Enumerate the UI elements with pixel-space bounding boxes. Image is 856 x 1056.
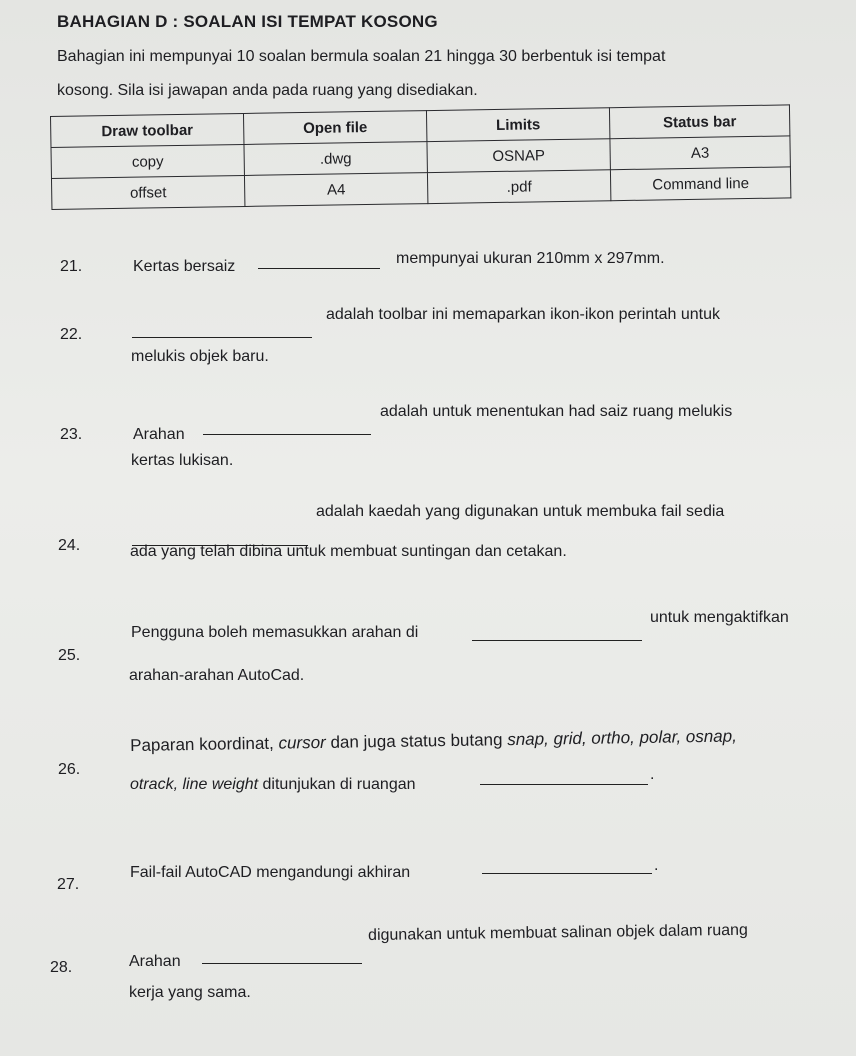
option-cell: Command line bbox=[610, 167, 790, 201]
question-text bbox=[130, 726, 737, 756]
q26-text-a: Paparan koordinat, bbox=[130, 733, 274, 755]
q26-text-f: ditunjukan di ruangan bbox=[262, 776, 416, 793]
option-cell: Open file bbox=[243, 111, 426, 145]
answer-blank[interactable] bbox=[480, 784, 648, 785]
answer-blank[interactable] bbox=[472, 640, 642, 641]
question-number: 24. bbox=[58, 537, 81, 554]
question-number: 26. bbox=[58, 761, 81, 778]
instructions bbox=[57, 40, 797, 108]
question-text: untuk mengaktifkan bbox=[650, 609, 789, 626]
option-cell: .dwg bbox=[244, 142, 427, 176]
question-text: Arahan bbox=[133, 426, 185, 443]
question-text: Arahan bbox=[129, 953, 181, 970]
q26-text-d: snap, grid, ortho, polar, osnap, bbox=[507, 726, 738, 750]
option-cell: Draw toolbar bbox=[51, 113, 244, 147]
q26-text-c: dan juga status butang bbox=[330, 730, 503, 752]
option-cell: A3 bbox=[610, 136, 790, 170]
question-text: melukis objek baru. bbox=[131, 348, 269, 365]
question-number: 23. bbox=[60, 426, 83, 443]
question-text: mempunyai ukuran 210mm x 297mm. bbox=[396, 250, 665, 267]
option-cell: Limits bbox=[426, 108, 609, 142]
option-cell: A4 bbox=[244, 173, 427, 207]
option-cell: .pdf bbox=[427, 170, 610, 204]
question-text: Kertas bersaiz bbox=[133, 258, 236, 275]
question-text: adalah untuk menentukan had saiz ruang melukis bbox=[380, 403, 733, 420]
question-text: kertas lukisan. bbox=[131, 452, 234, 469]
question-text: kerja yang sama. bbox=[129, 984, 251, 1001]
question-text: adalah kaedah yang digunakan untuk membuka fail sedia bbox=[316, 503, 725, 520]
instructions-line-2: kosong. Sila isi jawapan anda pada ruang yang disediakan. bbox=[57, 82, 478, 99]
question-number: 22. bbox=[60, 326, 83, 343]
option-cell: OSNAP bbox=[427, 139, 610, 173]
option-cell: copy bbox=[51, 144, 244, 178]
answer-blank[interactable] bbox=[132, 337, 312, 338]
answer-blank[interactable] bbox=[482, 873, 652, 874]
answer-blank[interactable] bbox=[258, 268, 380, 269]
question-text: digunakan untuk membuat salinan objek dalam ruang bbox=[368, 921, 749, 944]
section-title: BAHAGIAN D : SOALAN ISI TEMPAT KOSONG bbox=[57, 12, 438, 31]
option-cell: offset bbox=[51, 175, 244, 209]
question-number: 25. bbox=[58, 647, 81, 664]
instructions-line-1: Bahagian ini mempunyai 10 soalan bermula soalan 21 hingga 30 berbentuk isi tempat bbox=[57, 48, 666, 65]
option-cell: Status bar bbox=[609, 105, 789, 139]
q26-text-e: otrack, line weight bbox=[130, 776, 259, 793]
question-text: Pengguna boleh memasukkan arahan di bbox=[131, 624, 419, 641]
answer-options-table bbox=[50, 104, 791, 210]
question-text: Fail-fail AutoCAD mengandungi akhiran bbox=[130, 864, 411, 881]
question-number: 27. bbox=[57, 876, 80, 893]
question-text: adalah toolbar ini memaparkan ikon-ikon perintah untuk bbox=[326, 306, 721, 323]
question-number: 28. bbox=[50, 959, 73, 976]
question-text bbox=[130, 776, 416, 794]
question-text: ada yang telah dibina untuk membuat suntingan dan cetakan. bbox=[130, 543, 567, 560]
question-number: 21. bbox=[60, 258, 83, 275]
answer-blank[interactable] bbox=[202, 963, 362, 964]
question-text: arahan-arahan AutoCad. bbox=[129, 667, 305, 684]
answer-blank[interactable] bbox=[203, 434, 371, 435]
question-text: . bbox=[654, 857, 659, 874]
q26-text-b: cursor bbox=[278, 732, 326, 753]
question-text: . bbox=[650, 766, 655, 783]
